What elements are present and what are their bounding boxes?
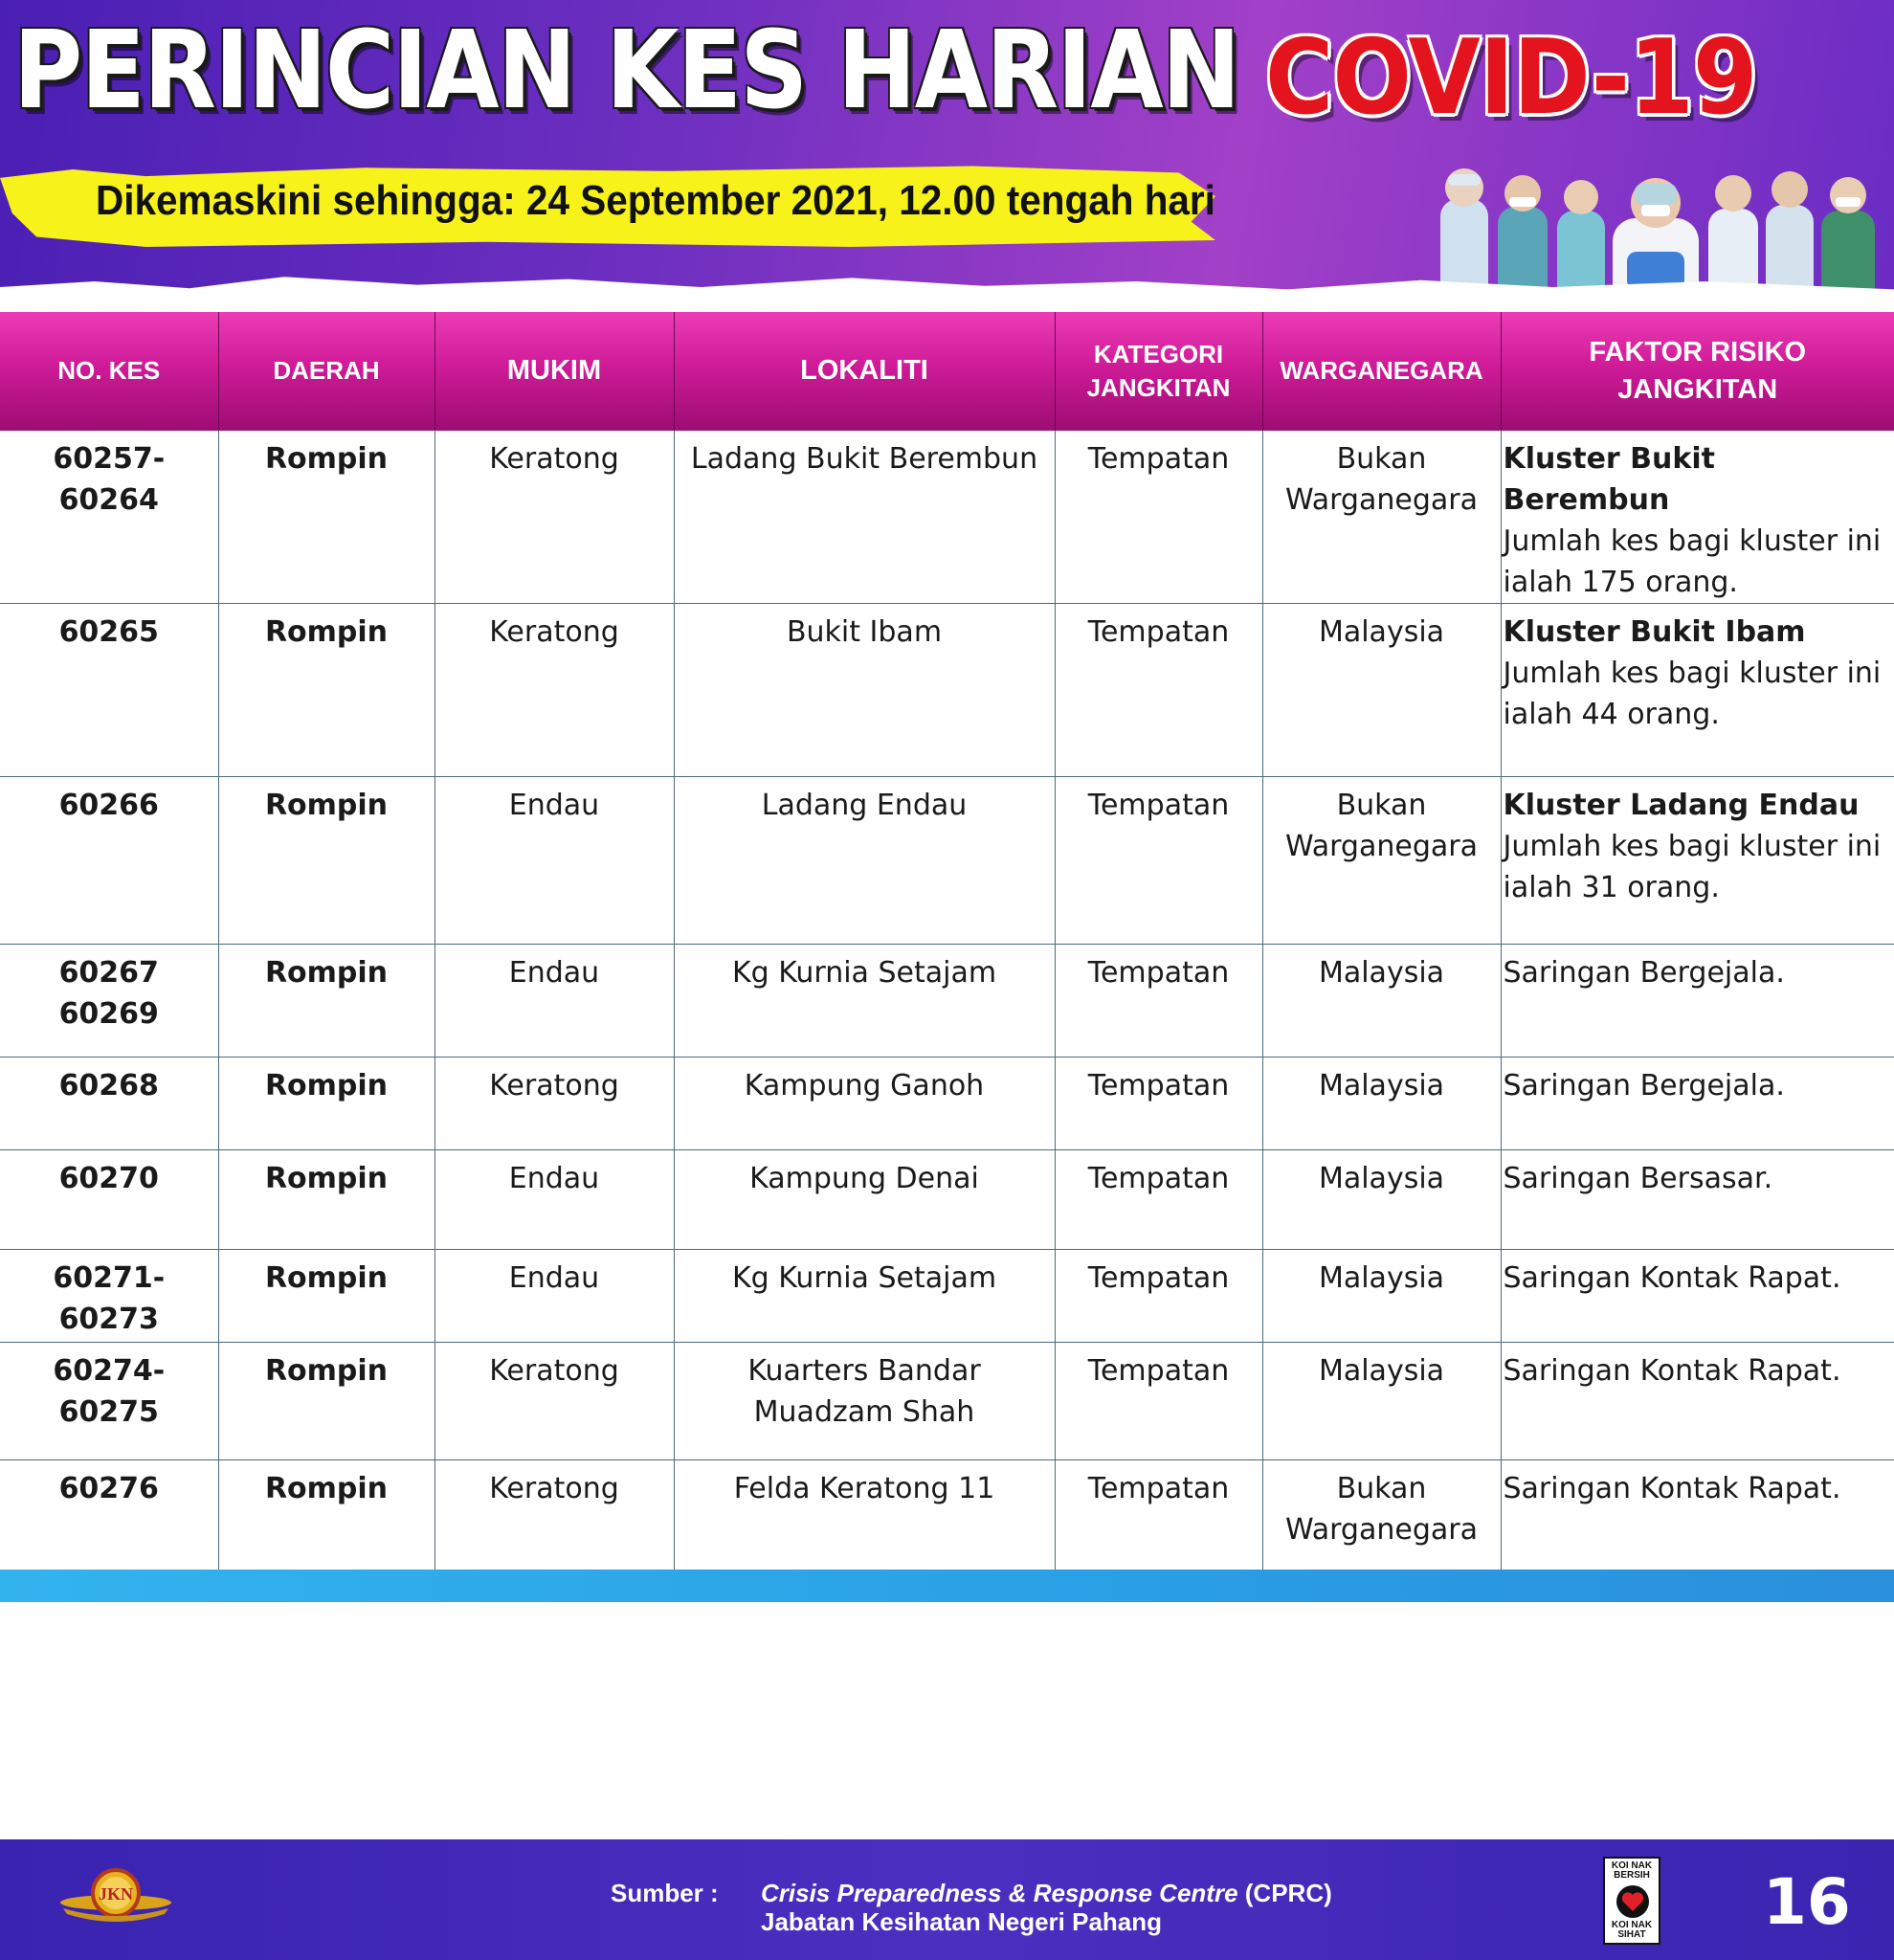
risk-factor bbox=[1501, 1058, 1894, 1150]
district: Rompin bbox=[218, 604, 435, 777]
column-header-daerah: DAERAH bbox=[218, 312, 435, 431]
district: Rompin bbox=[218, 431, 435, 604]
heart-icon bbox=[1615, 1884, 1650, 1919]
page-title: PERINCIAN KES HARIAN bbox=[13, 9, 1239, 133]
locality: Ladang Bukit Berembun bbox=[674, 431, 1055, 604]
table-row bbox=[0, 1058, 1894, 1150]
risk-factor bbox=[1501, 604, 1894, 777]
case-number: 60268 bbox=[0, 1058, 218, 1150]
mukim: Keratong bbox=[435, 1343, 674, 1460]
source-org-abbr: (CPRC) bbox=[1237, 1879, 1332, 1907]
mukim: Keratong bbox=[435, 604, 674, 777]
column-header-lokaliti: LOKALITI bbox=[674, 312, 1055, 431]
district: Rompin bbox=[218, 945, 435, 1058]
risk-description: Saringan Kontak Rapat. bbox=[1503, 1261, 1841, 1295]
locality: Kuarters Bandar Muadzam Shah bbox=[674, 1343, 1055, 1460]
case-number: 60274-60275 bbox=[0, 1343, 218, 1460]
case-details-table bbox=[0, 312, 1894, 1585]
district: Rompin bbox=[218, 777, 435, 945]
citizenship: Malaysia bbox=[1262, 1343, 1501, 1460]
mukim: Endau bbox=[435, 1150, 674, 1250]
column-header-faktor-risiko: FAKTOR RISIKO JANGKITAN bbox=[1501, 312, 1894, 431]
risk-description: Jumlah kes bagi kluster ini ialah 31 orang. bbox=[1503, 830, 1882, 904]
badge-top-text: KOI NAK BERSIH bbox=[1611, 1860, 1653, 1881]
infection-category: Tempatan bbox=[1055, 1150, 1262, 1250]
table-row bbox=[0, 604, 1894, 777]
mukim: Endau bbox=[435, 1250, 674, 1343]
infection-category: Tempatan bbox=[1055, 1460, 1262, 1585]
column-header-no-kes: NO. KES bbox=[0, 312, 218, 431]
source-department: Jabatan Kesihatan Negeri Pahang bbox=[761, 1907, 1163, 1936]
citizenship: Malaysia bbox=[1262, 1058, 1501, 1150]
district: Rompin bbox=[218, 1150, 435, 1250]
covid-title: COVID-19 bbox=[1265, 18, 1757, 138]
mukim: Endau bbox=[435, 777, 674, 945]
koi-nak-badge bbox=[1603, 1857, 1660, 1945]
case-number: 60266 bbox=[0, 777, 218, 945]
cluster-name: Kluster Bukit Ibam bbox=[1503, 615, 1806, 649]
risk-description: Saringan Kontak Rapat. bbox=[1503, 1354, 1841, 1388]
locality: Felda Keratong 11 bbox=[674, 1460, 1055, 1585]
source-org-name: Crisis Preparedness & Response Centre bbox=[761, 1879, 1238, 1907]
column-header-mukim: MUKIM bbox=[435, 312, 674, 431]
jkn-logo-icon bbox=[56, 1864, 176, 1937]
risk-factor bbox=[1501, 431, 1894, 604]
locality: Kampung Ganoh bbox=[674, 1058, 1055, 1150]
citizenship: Malaysia bbox=[1262, 945, 1501, 1058]
page-number: 16 bbox=[1763, 1865, 1851, 1939]
mukim: Keratong bbox=[435, 1460, 674, 1585]
locality: Kg Kurnia Setajam bbox=[674, 1250, 1055, 1343]
table-row bbox=[0, 777, 1894, 945]
risk-factor bbox=[1501, 945, 1894, 1058]
case-number: 60257-60264 bbox=[0, 431, 218, 604]
risk-factor bbox=[1501, 1460, 1894, 1585]
risk-description: Jumlah kes bagi kluster ini ialah 44 orang. bbox=[1503, 657, 1882, 731]
table-bottom-band bbox=[0, 1570, 1894, 1602]
citizenship: Malaysia bbox=[1262, 1250, 1501, 1343]
infection-category: Tempatan bbox=[1055, 1343, 1262, 1460]
infection-category: Tempatan bbox=[1055, 431, 1262, 604]
infection-category: Tempatan bbox=[1055, 604, 1262, 777]
risk-description: Saringan Bergejala. bbox=[1503, 1069, 1785, 1102]
citizenship: Bukan Warganegara bbox=[1262, 1460, 1501, 1585]
risk-description: Saringan Bergejala. bbox=[1503, 956, 1785, 990]
risk-description: Jumlah kes bagi kluster ini ialah 175 orang. bbox=[1503, 524, 1882, 599]
table-row bbox=[0, 1150, 1894, 1250]
table-row bbox=[0, 1343, 1894, 1460]
locality: Ladang Endau bbox=[674, 777, 1055, 945]
table-row bbox=[0, 1460, 1894, 1585]
district: Rompin bbox=[218, 1343, 435, 1460]
risk-factor bbox=[1501, 1343, 1894, 1460]
mukim: Keratong bbox=[435, 1058, 674, 1150]
case-number: 60267 60269 bbox=[0, 945, 218, 1058]
citizenship: Bukan Warganegara bbox=[1262, 777, 1501, 945]
locality: Kg Kurnia Setajam bbox=[674, 945, 1055, 1058]
source-label: Sumber : bbox=[611, 1879, 719, 1907]
mukim: Endau bbox=[435, 945, 674, 1058]
infection-category: Tempatan bbox=[1055, 1058, 1262, 1150]
risk-factor bbox=[1501, 1150, 1894, 1250]
locality: Bukit Ibam bbox=[674, 604, 1055, 777]
column-header-warganegara: WARGANEGARA bbox=[1262, 312, 1501, 431]
logo-text: JKN bbox=[99, 1884, 133, 1904]
mukim: Keratong bbox=[435, 431, 674, 604]
citizenship: Bukan Warganegara bbox=[1262, 431, 1501, 604]
risk-factor bbox=[1501, 777, 1894, 945]
case-number: 60276 bbox=[0, 1460, 218, 1585]
badge-bottom-text: KOI NAK SIHAT bbox=[1611, 1920, 1653, 1940]
infection-category: Tempatan bbox=[1055, 1250, 1262, 1343]
district: Rompin bbox=[218, 1250, 435, 1343]
case-number: 60271-60273 bbox=[0, 1250, 218, 1343]
risk-description: Saringan Kontak Rapat. bbox=[1503, 1472, 1841, 1505]
district: Rompin bbox=[218, 1460, 435, 1585]
locality: Kampung Denai bbox=[674, 1150, 1055, 1250]
risk-description: Saringan Bersasar. bbox=[1503, 1162, 1773, 1195]
table-header-row bbox=[0, 312, 1894, 431]
risk-factor bbox=[1501, 1250, 1894, 1343]
district: Rompin bbox=[218, 1058, 435, 1150]
case-number: 60265 bbox=[0, 604, 218, 777]
infection-category: Tempatan bbox=[1055, 945, 1262, 1058]
citizenship: Malaysia bbox=[1262, 1150, 1501, 1250]
infection-category: Tempatan bbox=[1055, 777, 1262, 945]
cluster-name: Kluster Bukit Berembun bbox=[1503, 442, 1715, 517]
table-row bbox=[0, 431, 1894, 604]
table-row bbox=[0, 945, 1894, 1058]
updated-timestamp: Dikemaskini sehingga: 24 September 2021, 12.00 tengah hari bbox=[96, 177, 1215, 224]
source-organization bbox=[761, 1879, 1332, 1908]
case-number: 60270 bbox=[0, 1150, 218, 1250]
cluster-name: Kluster Ladang Endau bbox=[1503, 789, 1860, 822]
header-banner bbox=[0, 0, 1894, 316]
table-row bbox=[0, 1250, 1894, 1343]
column-header-kategori: KATEGORI JANGKITAN bbox=[1055, 312, 1262, 431]
citizenship: Malaysia bbox=[1262, 604, 1501, 777]
